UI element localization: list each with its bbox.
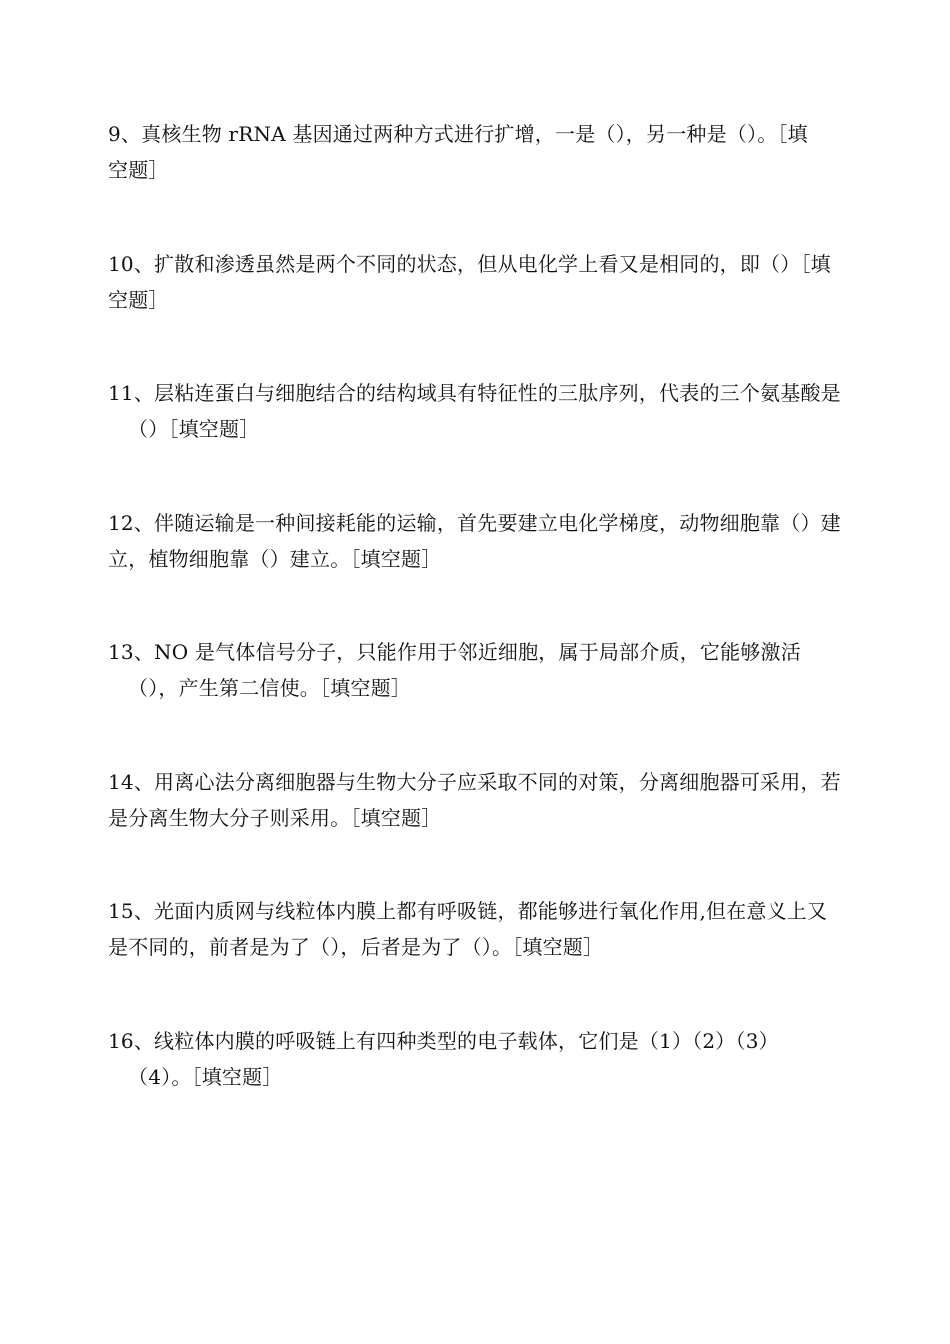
question-13 <box>108 634 843 706</box>
question-9 <box>108 116 843 188</box>
question-text: 12、伴随运输是一种间接耗能的运输，首先要建立电化学梯度，动物细胞靠（）建 <box>108 511 841 535</box>
question-11 <box>108 375 843 447</box>
question-15 <box>108 893 843 965</box>
question-16 <box>108 1023 843 1095</box>
question-text: 9、真核生物 rRNA 基因通过两种方式进行扩增，一是（），另一种是（）。［填 <box>108 122 808 146</box>
question-text-continued: （4）。［填空题］ <box>128 1065 283 1089</box>
question-text-continued: 是不同的，前者是为了（），后者是为了（）。［填空题］ <box>108 935 604 959</box>
question-text-continued: 是分离生物大分子则采用。［填空题］ <box>108 806 442 830</box>
question-text-continued: 空题］ <box>108 288 169 312</box>
question-text: 15、光面内质网与线粒体内膜上都有呼吸链，都能够进行氧化作用,但在意义上又 <box>108 899 828 923</box>
question-text-continued: （）［填空题］ <box>128 417 260 441</box>
question-10 <box>108 246 843 318</box>
question-text: 14、用离心法分离细胞器与生物大分子应采取不同的对策，分离细胞器可采用，若 <box>108 770 841 794</box>
question-text: 10、扩散和渗透虽然是两个不同的状态，但从电化学上看又是相同的，即（）［填 <box>108 252 831 276</box>
question-text-continued: 立，植物细胞靠（）建立。［填空题］ <box>108 547 442 571</box>
question-text: 11、层粘连蛋白与细胞结合的结构域具有特征性的三肽序列，代表的三个氨基酸是 <box>108 381 841 405</box>
question-text-continued: （），产生第二信使。［填空题］ <box>128 676 411 700</box>
question-text-continued: 空题］ <box>108 158 169 182</box>
question-12 <box>108 505 843 577</box>
question-text: 13、NO 是气体信号分子，只能作用于邻近细胞，属于局部介质，它能够激活 <box>108 640 801 664</box>
question-14 <box>108 764 843 836</box>
question-text: 16、线粒体内膜的呼吸链上有四种类型的电子载体，它们是（1）（2）（3） <box>108 1029 779 1053</box>
